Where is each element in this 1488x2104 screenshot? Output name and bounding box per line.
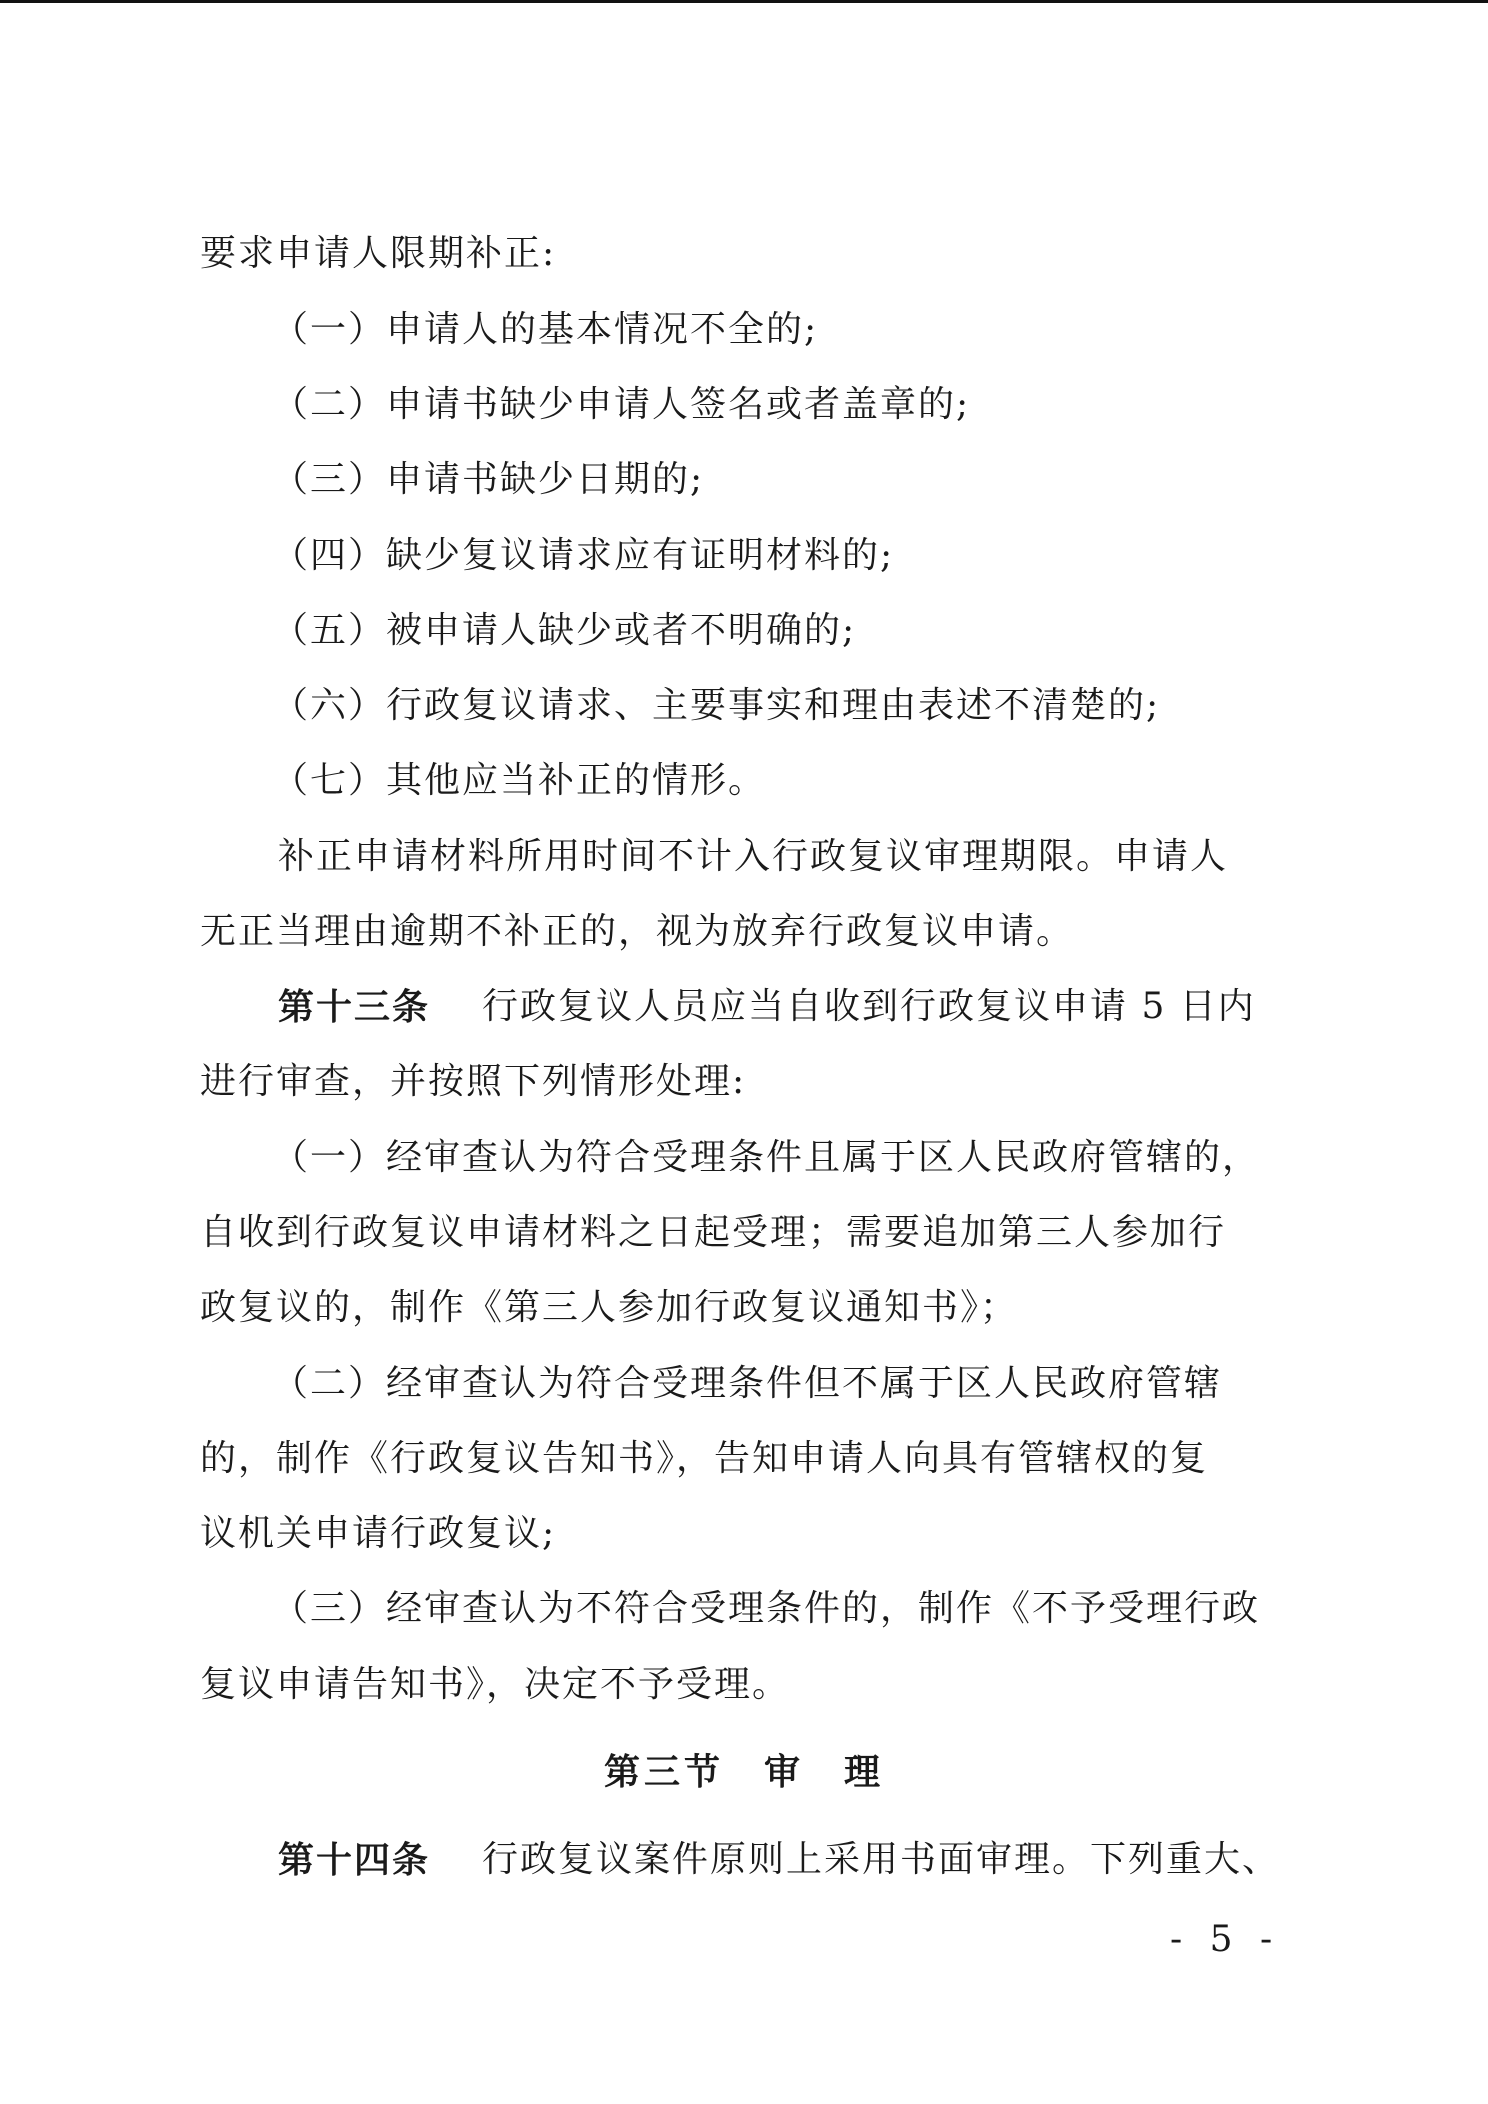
list-item: （六）行政复议请求、主要事实和理由表述不清楚的; — [272, 685, 1161, 726]
list-item: （一）申请人的基本情况不全的; — [272, 309, 819, 350]
text-line: 自收到行政复议申请材料之日起受理；需要追加第三人参加行 — [200, 1212, 1227, 1253]
text-line: 行政复议人员应当自收到行政复议申请 5 日内 — [482, 986, 1256, 1027]
section-heading: 第三节 审 理 — [603, 1751, 884, 1793]
top-border — [0, 0, 1488, 3]
text-line: 政复议的，制作《第三人参加行政复议通知书》； — [200, 1287, 1019, 1328]
list-item: （一）经审查认为符合受理条件且属于区人民政府管辖的， — [272, 1137, 1261, 1178]
text-line: 议机关申请行政复议; — [200, 1513, 557, 1554]
page-number: - 5 - — [1170, 1919, 1281, 1960]
text-line: 无正当理由逾期不补正的，视为放弃行政复议申请。 — [200, 911, 1075, 952]
list-item: （四）缺少复议请求应有证明材料的; — [272, 535, 895, 576]
text-line: 行政复议案件原则上采用书面审理。下列重大、 — [482, 1839, 1281, 1880]
list-item: （三）经审查认为不符合受理条件的，制作《不予受理行政 — [272, 1588, 1261, 1629]
text-line: 补正申请材料所用时间不计入行政复议审理期限。申请人 — [278, 836, 1229, 877]
list-item: （三）申请书缺少日期的; — [272, 459, 705, 500]
list-item: （二）经审查认为符合受理条件但不属于区人民政府管辖 — [272, 1363, 1223, 1404]
article-13-label: 第十三条 — [278, 986, 431, 1028]
list-item: （七）其他应当补正的情形。 — [272, 760, 767, 801]
list-item: （二）申请书缺少申请人签名或者盖章的; — [272, 384, 971, 425]
article-14-label: 第十四条 — [278, 1839, 431, 1881]
text-line: 的，制作《行政复议告知书》，告知申请人向具有管辖权的复 — [200, 1438, 1209, 1479]
text-line: 进行审查，并按照下列情形处理: — [200, 1061, 747, 1102]
text-line: 要求申请人限期补正: — [200, 233, 557, 274]
list-item: （五）被申请人缺少或者不明确的; — [272, 610, 857, 651]
text-line: 复议申请告知书》，决定不予受理。 — [200, 1664, 791, 1705]
